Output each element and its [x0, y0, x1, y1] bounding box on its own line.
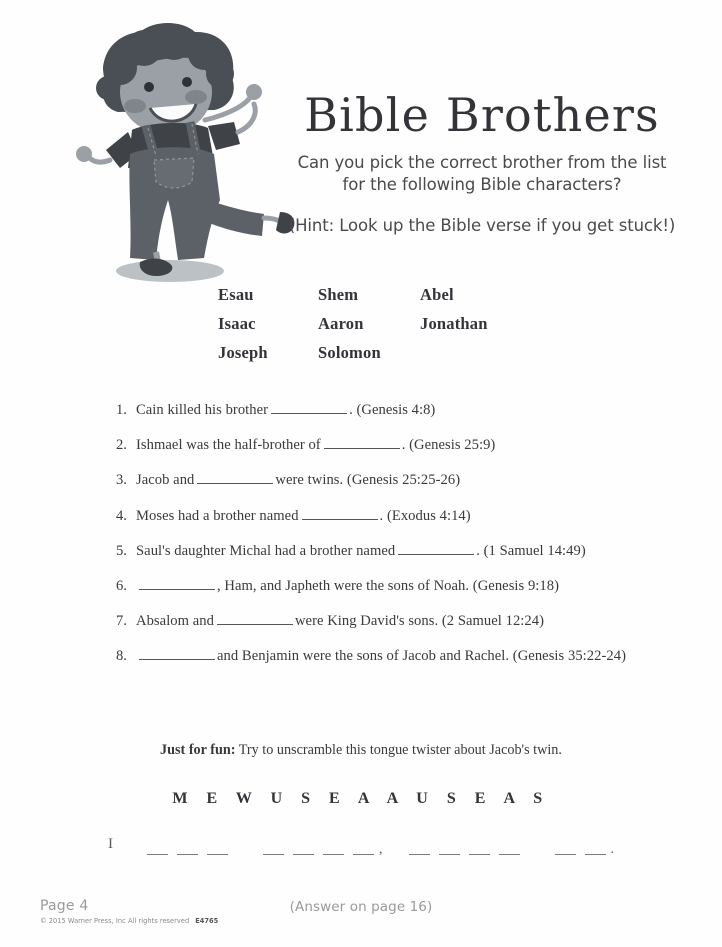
copyright-line [40, 917, 218, 925]
answer-blank[interactable] [217, 612, 293, 625]
question-text-after: . (Genesis 25:9) [401, 437, 496, 454]
letter-blank[interactable] [177, 854, 198, 855]
word-bank-item: Shem [318, 285, 359, 304]
letter-blank[interactable] [263, 854, 284, 855]
question-item [116, 542, 676, 577]
letter-blank[interactable] [499, 854, 520, 855]
answer-blank[interactable] [324, 436, 400, 449]
question-text [136, 507, 471, 525]
word-bank-item: Jonathan [420, 314, 488, 333]
word-bank-row [218, 285, 518, 314]
question-text-before: Ishmael was the half-brother of [136, 437, 321, 454]
question-item [116, 612, 676, 647]
answer-location-note: (Answer on page 16) [289, 899, 433, 915]
word-bank-row [218, 314, 518, 343]
worksheet-header [262, 88, 702, 235]
word-bank-item: Abel [420, 285, 454, 304]
letter-blank[interactable] [439, 854, 460, 855]
letter-blank[interactable] [555, 854, 576, 855]
letter-blank[interactable] [353, 854, 374, 855]
question-number: 8. [116, 648, 127, 665]
copyright-text: © 2015 Warner Press, Inc All rights reserved [40, 917, 190, 925]
subtitle-line-1: Can you pick the correct brother from the list [297, 153, 667, 172]
question-item [116, 507, 676, 542]
word-bank-item: Solomon [318, 343, 381, 362]
answer-word-group [409, 854, 529, 855]
question-text-before: Jacob and [136, 472, 195, 489]
question-text-after: . (Genesis 4:8) [349, 401, 436, 418]
question-list [116, 401, 676, 683]
answer-blank[interactable] [139, 647, 215, 660]
question-item [116, 401, 676, 436]
answer-word-group [147, 854, 237, 855]
word-bank-item: Joseph [218, 343, 268, 362]
page-number-label: Page 4 [40, 898, 89, 914]
just-for-fun-label: Just for fun: [160, 742, 236, 758]
letter-blank[interactable] [147, 854, 168, 855]
word-bank-item: Esau [218, 285, 254, 304]
letter-blank[interactable] [293, 854, 314, 855]
question-text [136, 542, 586, 560]
question-number: 3. [116, 472, 127, 489]
question-number: 7. [116, 613, 127, 630]
question-text [136, 471, 460, 489]
answer-punctuation: , [379, 842, 383, 857]
word-bank-item: Isaac [218, 314, 256, 333]
answer-punctuation: . [610, 842, 614, 857]
question-text [136, 612, 544, 630]
word-bank [218, 285, 518, 372]
question-text [136, 577, 559, 595]
question-text [136, 436, 495, 454]
question-text-after: , Ham, and Japheth were the sons of Noah. (Genesis 9:18) [217, 577, 560, 594]
answer-word-group [263, 843, 383, 855]
question-text [136, 401, 435, 419]
question-item [116, 647, 676, 682]
subtitle-line-2: for the following Bible characters? [342, 174, 622, 194]
question-text [136, 647, 626, 665]
letter-blank[interactable] [585, 854, 606, 855]
question-text-after: were King David's sons. (2 Samuel 12:24) [294, 613, 545, 630]
question-text-before: Moses had a brother named [136, 507, 299, 524]
question-number: 1. [116, 401, 127, 418]
question-text-before: Cain killed his brother [136, 401, 269, 418]
letter-blank[interactable] [409, 854, 430, 855]
letter-blank[interactable] [323, 854, 344, 855]
answer-blank-groups [147, 843, 614, 855]
question-text-before: Saul's daughter Michal had a brother named [136, 542, 396, 559]
answer-blank[interactable] [197, 471, 273, 484]
unscramble-answer-line [0, 836, 722, 857]
question-number: 4. [116, 507, 127, 524]
scrambled-letters: M E W U S E A A U S E A S [172, 790, 550, 807]
question-item [116, 436, 676, 471]
question-text-after: . (Exodus 4:14) [379, 507, 471, 524]
question-text-after: were twins. (Genesis 25:25-26) [275, 472, 461, 489]
answer-blank[interactable] [271, 401, 347, 414]
product-code: E4765 [195, 917, 219, 925]
question-item [116, 471, 676, 506]
question-text-after: . (1 Samuel 14:49) [476, 542, 586, 559]
question-text-before: Absalom and [136, 613, 214, 630]
answer-blank[interactable] [398, 542, 474, 555]
answer-blank[interactable] [139, 577, 215, 590]
question-text-after: and Benjamin were the sons of Jacob and Rachel. (Genesis 35:22-24) [217, 648, 626, 665]
just-for-fun-prompt [0, 742, 722, 759]
answer-prefix: I [108, 836, 113, 852]
just-for-fun-text: Try to unscramble this tongue twister about Jacob's twin. [235, 742, 562, 758]
question-item [116, 577, 676, 612]
question-number: 5. [116, 542, 127, 559]
page-title: Bible Brothers [304, 88, 660, 142]
letter-blank[interactable] [469, 854, 490, 855]
question-number: 6. [116, 577, 127, 594]
word-bank-row [218, 343, 518, 372]
letter-blank[interactable] [207, 854, 228, 855]
answer-blank[interactable] [302, 507, 378, 520]
hint-text: (Hint: Look up the Bible verse if you get stuck!) [288, 215, 676, 235]
word-bank-item: Aaron [318, 314, 364, 333]
question-number: 2. [116, 437, 127, 454]
answer-word-group [555, 843, 615, 855]
